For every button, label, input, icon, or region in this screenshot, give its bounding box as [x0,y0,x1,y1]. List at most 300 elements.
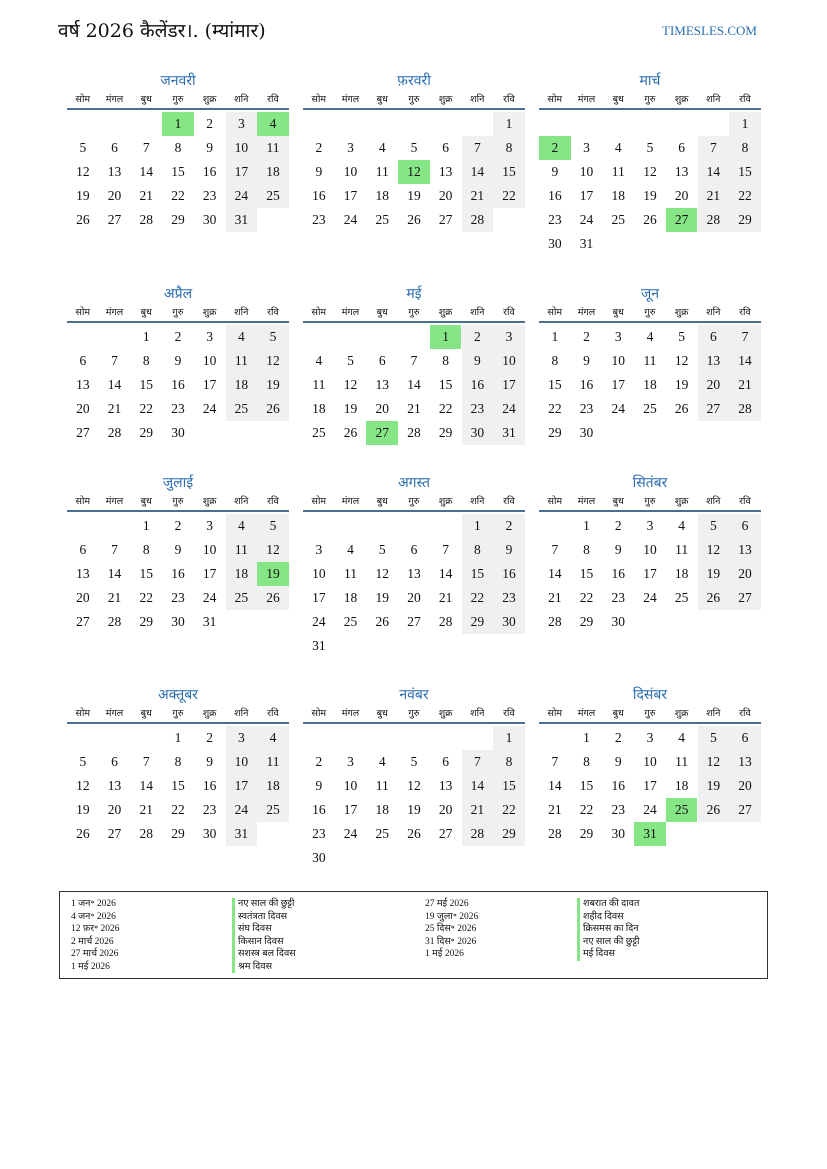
weekday-label: शुक्र [202,708,217,719]
weekday-label: बुध [376,94,388,105]
day-cell: 13 [438,164,453,179]
day-cell: 7 [442,542,450,557]
day-cell: 24 [202,590,217,605]
day-cell: 10 [202,353,217,368]
day-cell: 30 [579,425,594,440]
weekday-label: सोम [547,496,563,507]
day-cell: 20 [407,590,421,605]
day-cell: 15 [729,160,761,184]
day-cell: 1 [174,730,182,745]
day-cell: 23 [202,188,217,203]
day-cell: 19 [343,401,358,416]
weekday-label: रवि [503,708,515,719]
day-cell: 8 [583,754,590,769]
day-cell: 20 [375,401,389,416]
day-cell: 24 [343,212,358,227]
day-cell: 20 [107,802,122,817]
day-cell: 11 [226,538,258,562]
day-cell: 11 [312,377,326,392]
day-cell: 11 [375,778,389,793]
weekday-label: रवि [267,307,279,318]
weekday-label: गुरु [172,708,184,719]
site-link[interactable]: TIMESLES.COM [662,23,757,38]
day-cell: 11 [344,566,358,581]
day-cell: 26 [407,212,421,227]
month-block [67,684,289,870]
day-cell: 25 [611,212,625,227]
day-cell: 21 [107,401,122,416]
day-cell: 24 [226,184,258,208]
day-cell: 8 [174,754,182,769]
weekday-label: रवि [503,94,515,105]
weekday-label: शुक्र [438,94,453,105]
weekday-label: शनि [470,307,485,318]
weekday-label: शनि [234,94,249,105]
day-cell: 17 [643,566,657,581]
weekday-label: सोम [547,94,563,105]
day-cell: 18 [375,802,389,817]
weekday-label: शनि [706,307,721,318]
day-cell: 9 [583,353,590,368]
day-cell: 31 [226,822,258,846]
day-cell: 12 [257,349,289,373]
day-cell: 17 [579,188,594,203]
day-cell: 21 [462,184,494,208]
day-cell: 11 [611,164,625,179]
day-cell: 29 [729,208,761,232]
day-cell: 29 [139,425,153,440]
day-cell: 11 [675,754,689,769]
day-cell: 15 [493,160,525,184]
holiday-legend [59,891,768,979]
day-cell: 16 [548,188,562,203]
day-cell: 28 [407,425,421,440]
legend-dates-1 [71,898,120,973]
day-cell: 24 [643,802,657,817]
day-cell: 16 [202,778,217,793]
day-cell: 23 [611,802,625,817]
day-cell: 5 [79,140,87,155]
weekday-label: शनि [470,94,485,105]
weekday-header [539,92,761,110]
weekday-label: मंगल [105,94,124,105]
day-cell: 5 [698,726,730,750]
day-cell: 6 [678,140,686,155]
day-cell: 28 [107,425,122,440]
month-name: मई [406,286,422,302]
day-cell: 10 [226,750,258,774]
month-block [539,472,761,658]
day-cell: 2 [315,754,323,769]
day-cell: 4 [226,325,258,349]
day-cell: 13 [107,164,122,179]
day-cell: 18 [343,590,358,605]
day-cell: 3 [226,112,258,136]
day-cell: 6 [410,542,418,557]
day-cell: 22 [171,802,185,817]
month-name: अगस्त [397,475,430,491]
day-cell: 10 [493,349,525,373]
day-cell: 2 [206,730,214,745]
day-cell: 8 [493,750,525,774]
day-cell: 11 [226,349,258,373]
weekday-label: शनि [706,708,721,719]
month-name: दिसंबर [632,687,668,703]
weekday-label: शुक्र [202,94,217,105]
day-cell: 8 [174,140,182,155]
day-cell: 7 [111,353,118,368]
day-cell: 22 [493,184,525,208]
weekday-label: गुरु [408,708,420,719]
day-cell: 24 [226,798,258,822]
weekday-header [67,305,289,323]
day-cell: 14 [729,349,761,373]
day-cell: 31 [226,208,258,232]
day-cell: 21 [548,802,562,817]
day-cell: 16 [312,802,326,817]
weekday-label: बुध [140,307,152,318]
day-cell: 18 [643,377,657,392]
weekday-label: बुध [140,94,152,105]
weekday-label: गुरु [172,496,184,507]
day-cell: 2 [315,140,323,155]
weekday-label: सोम [311,496,327,507]
day-cell: 2 [493,514,525,538]
day-cell: 22 [139,401,153,416]
day-cell: 5 [410,754,418,769]
day-cell: 22 [139,590,153,605]
day-cell: 4 [347,542,354,557]
legend-entry: 31 दिस॰ 2026 [425,936,477,947]
day-cell: 28 [107,614,122,629]
day-cell: 1 [142,329,150,344]
day-cell: 20 [729,774,761,798]
day-cell: 5 [678,329,686,344]
day-cell: 3 [493,325,525,349]
day-cell: 12 [257,538,289,562]
day-cell: 24 [579,212,594,227]
legend-entry: 1 मई 2026 [425,949,464,959]
weekday-label: शुक्र [438,496,453,507]
day-cell: 23 [548,212,562,227]
day-cell: 11 [675,542,689,557]
day-cell: 14 [139,164,153,179]
weekday-header [67,92,289,110]
day-cell: 12 [407,778,421,793]
weekday-label: शुक्र [202,496,217,507]
day-cell: 20 [729,562,761,586]
day-cell: 10 [312,566,326,581]
day-cell: 19 [407,802,421,817]
day-cell: 22 [579,802,594,817]
day-cell: 20 [107,188,122,203]
day-cell: 9 [206,140,214,155]
day-cell: 17 [493,373,525,397]
day-cell: 20 [76,590,90,605]
day-cell: 17 [643,778,657,793]
day-cell: 24 [312,614,326,629]
day-cell: 3 [614,329,622,344]
day-cell: 19 [76,188,90,203]
day-cell: 7 [551,542,559,557]
day-cell: 9 [174,353,182,368]
day-cell: 21 [407,401,421,416]
day-cell: 7 [410,353,418,368]
holiday-day-cell: 27 [666,208,698,232]
day-cell: 22 [462,586,494,610]
legend-entry: मई दिवस [577,948,640,961]
day-cell: 13 [76,566,90,581]
day-cell: 14 [407,377,421,392]
day-cell: 29 [171,212,185,227]
day-cell: 11 [375,164,389,179]
day-cell: 22 [579,590,594,605]
day-cell: 23 [579,401,594,416]
day-cell: 10 [202,542,217,557]
day-cell: 23 [312,826,326,841]
day-cell: 17 [343,188,358,203]
day-cell: 11 [643,353,657,368]
day-cell: 21 [139,188,153,203]
day-cell: 3 [347,140,354,155]
holiday-day-cell: 1 [162,112,194,136]
day-cell: 29 [171,826,185,841]
day-cell: 29 [493,822,525,846]
day-cell: 9 [174,542,182,557]
day-cell: 10 [343,164,358,179]
month-block [303,472,525,658]
day-grid [539,112,761,256]
day-cell: 25 [312,425,326,440]
day-cell: 8 [493,136,525,160]
weekday-label: सोम [75,496,91,507]
day-cell: 3 [206,329,214,344]
legend-entry: शहीद दिवस [577,911,640,924]
day-cell: 6 [378,353,386,368]
day-cell: 27 [407,614,421,629]
day-cell: 21 [107,590,122,605]
weekday-label: बुध [376,708,388,719]
weekday-label: मंगल [577,307,596,318]
day-cell: 30 [493,610,525,634]
day-cell: 31 [312,638,326,653]
day-cell: 29 [579,614,594,629]
month-block [539,684,761,870]
day-cell: 9 [315,164,323,179]
day-cell: 12 [674,353,689,368]
day-cell: 27 [107,212,122,227]
weekday-label: गुरु [408,496,420,507]
weekday-label: शनि [706,94,721,105]
day-cell: 21 [139,802,153,817]
day-cell: 15 [579,566,594,581]
weekday-label: मंगल [105,307,124,318]
day-cell: 2 [614,518,622,533]
day-cell: 9 [551,164,559,179]
day-cell: 15 [139,377,153,392]
weekday-label: शुक्र [674,94,689,105]
weekday-label: सोम [75,307,91,318]
day-cell: 12 [375,566,389,581]
weekday-label: बुध [612,496,624,507]
day-cell: 21 [729,373,761,397]
day-cell: 27 [438,212,453,227]
holiday-day-cell: 2 [539,136,571,160]
day-cell: 15 [139,566,153,581]
day-cell: 14 [462,774,494,798]
weekday-label: गुरु [644,94,656,105]
day-cell: 9 [614,754,622,769]
day-cell: 8 [142,542,150,557]
month-name: नवंबर [399,687,429,703]
day-cell: 15 [493,774,525,798]
day-cell: 17 [202,377,217,392]
day-cell: 12 [343,377,358,392]
day-cell: 19 [257,373,289,397]
day-cell: 26 [643,212,657,227]
day-cell: 8 [442,353,450,368]
day-cell: 16 [171,377,185,392]
day-cell: 29 [139,614,153,629]
day-cell: 18 [312,401,326,416]
day-cell: 14 [438,566,453,581]
legend-entry: क्रिसमस का दिन [577,923,640,936]
day-cell: 9 [315,778,323,793]
day-cell: 29 [462,610,494,634]
day-cell: 3 [646,730,654,745]
weekday-label: शनि [706,496,721,507]
day-cell: 17 [312,590,326,605]
day-cell: 12 [698,538,730,562]
weekday-label: शुक्र [674,496,689,507]
month-block [539,283,761,469]
weekday-header [539,494,761,512]
day-cell: 30 [171,425,185,440]
day-cell: 16 [202,164,217,179]
day-cell: 13 [438,778,453,793]
day-cell: 30 [202,826,217,841]
day-grid [539,325,761,469]
day-cell: 4 [678,518,686,533]
day-cell: 27 [698,397,730,421]
day-cell: 29 [579,826,594,841]
weekday-label: मंगल [341,708,360,719]
weekday-label: शनि [470,496,485,507]
day-cell: 7 [551,754,559,769]
day-cell: 23 [202,802,217,817]
weekday-label: मंगल [577,496,596,507]
day-cell: 15 [462,562,494,586]
day-cell: 1 [493,726,525,750]
weekday-label: गुरु [644,708,656,719]
day-cell: 17 [343,802,358,817]
day-cell: 9 [206,754,214,769]
day-cell: 7 [698,136,730,160]
weekday-label: बुध [140,708,152,719]
weekday-label: मंगल [577,94,596,105]
weekday-header [303,494,525,512]
weekday-label: रवि [503,496,515,507]
day-cell: 25 [643,401,657,416]
weekday-header [67,494,289,512]
day-cell: 31 [202,614,217,629]
day-cell: 22 [729,184,761,208]
day-grid [67,514,289,658]
day-cell: 28 [139,212,153,227]
month-name: अक्तूबर [158,687,198,703]
day-cell: 28 [438,614,453,629]
day-cell: 22 [493,798,525,822]
day-cell: 6 [442,754,450,769]
day-cell: 1 [462,514,494,538]
legend-dates-2 [425,898,478,961]
legend-entry: 19 जुला॰ 2026 [425,911,479,922]
day-cell: 13 [407,566,421,581]
day-cell: 19 [698,562,730,586]
day-cell: 17 [611,377,625,392]
day-cell: 20 [438,188,453,203]
day-cell: 25 [674,590,689,605]
day-cell: 13 [76,377,90,392]
day-cell: 25 [375,826,389,841]
day-cell: 13 [729,750,761,774]
weekday-label: बुध [140,496,152,507]
weekday-label: रवि [739,496,751,507]
legend-entry: संघ दिवस [232,923,296,936]
day-cell: 25 [343,614,358,629]
weekday-label: सोम [547,307,563,318]
day-cell: 18 [375,188,389,203]
day-cell: 26 [375,614,389,629]
day-cell: 24 [643,590,657,605]
legend-entry: नए साल की छुट्टी [577,936,640,949]
day-cell: 28 [462,208,494,232]
day-cell: 19 [698,774,730,798]
day-cell: 22 [548,401,562,416]
day-cell: 2 [174,518,182,533]
day-cell: 31 [493,421,525,445]
day-cell: 27 [76,425,90,440]
weekday-label: सोम [75,94,91,105]
day-cell: 6 [442,140,450,155]
day-cell: 1 [493,112,525,136]
holiday-day-cell: 31 [634,822,666,846]
legend-entry: 12 फ़र॰ 2026 [71,924,120,934]
day-cell: 21 [438,590,453,605]
day-cell: 2 [174,329,182,344]
weekday-label: सोम [311,307,327,318]
day-cell: 1 [142,518,150,533]
day-cell: 26 [257,397,289,421]
weekday-label: गुरु [172,94,184,105]
day-cell: 28 [729,397,761,421]
day-cell: 12 [76,778,90,793]
day-cell: 4 [257,726,289,750]
day-cell: 25 [375,212,389,227]
day-cell: 5 [698,514,730,538]
day-cell: 30 [202,212,217,227]
day-cell: 5 [79,754,87,769]
month-block [303,70,525,256]
weekday-label: मंगल [105,708,124,719]
day-cell: 19 [76,802,90,817]
day-cell: 4 [378,754,386,769]
day-cell: 6 [729,514,761,538]
day-grid [67,726,289,870]
holiday-day-cell: 1 [430,325,462,349]
day-cell: 23 [611,590,625,605]
day-cell: 1 [583,730,590,745]
